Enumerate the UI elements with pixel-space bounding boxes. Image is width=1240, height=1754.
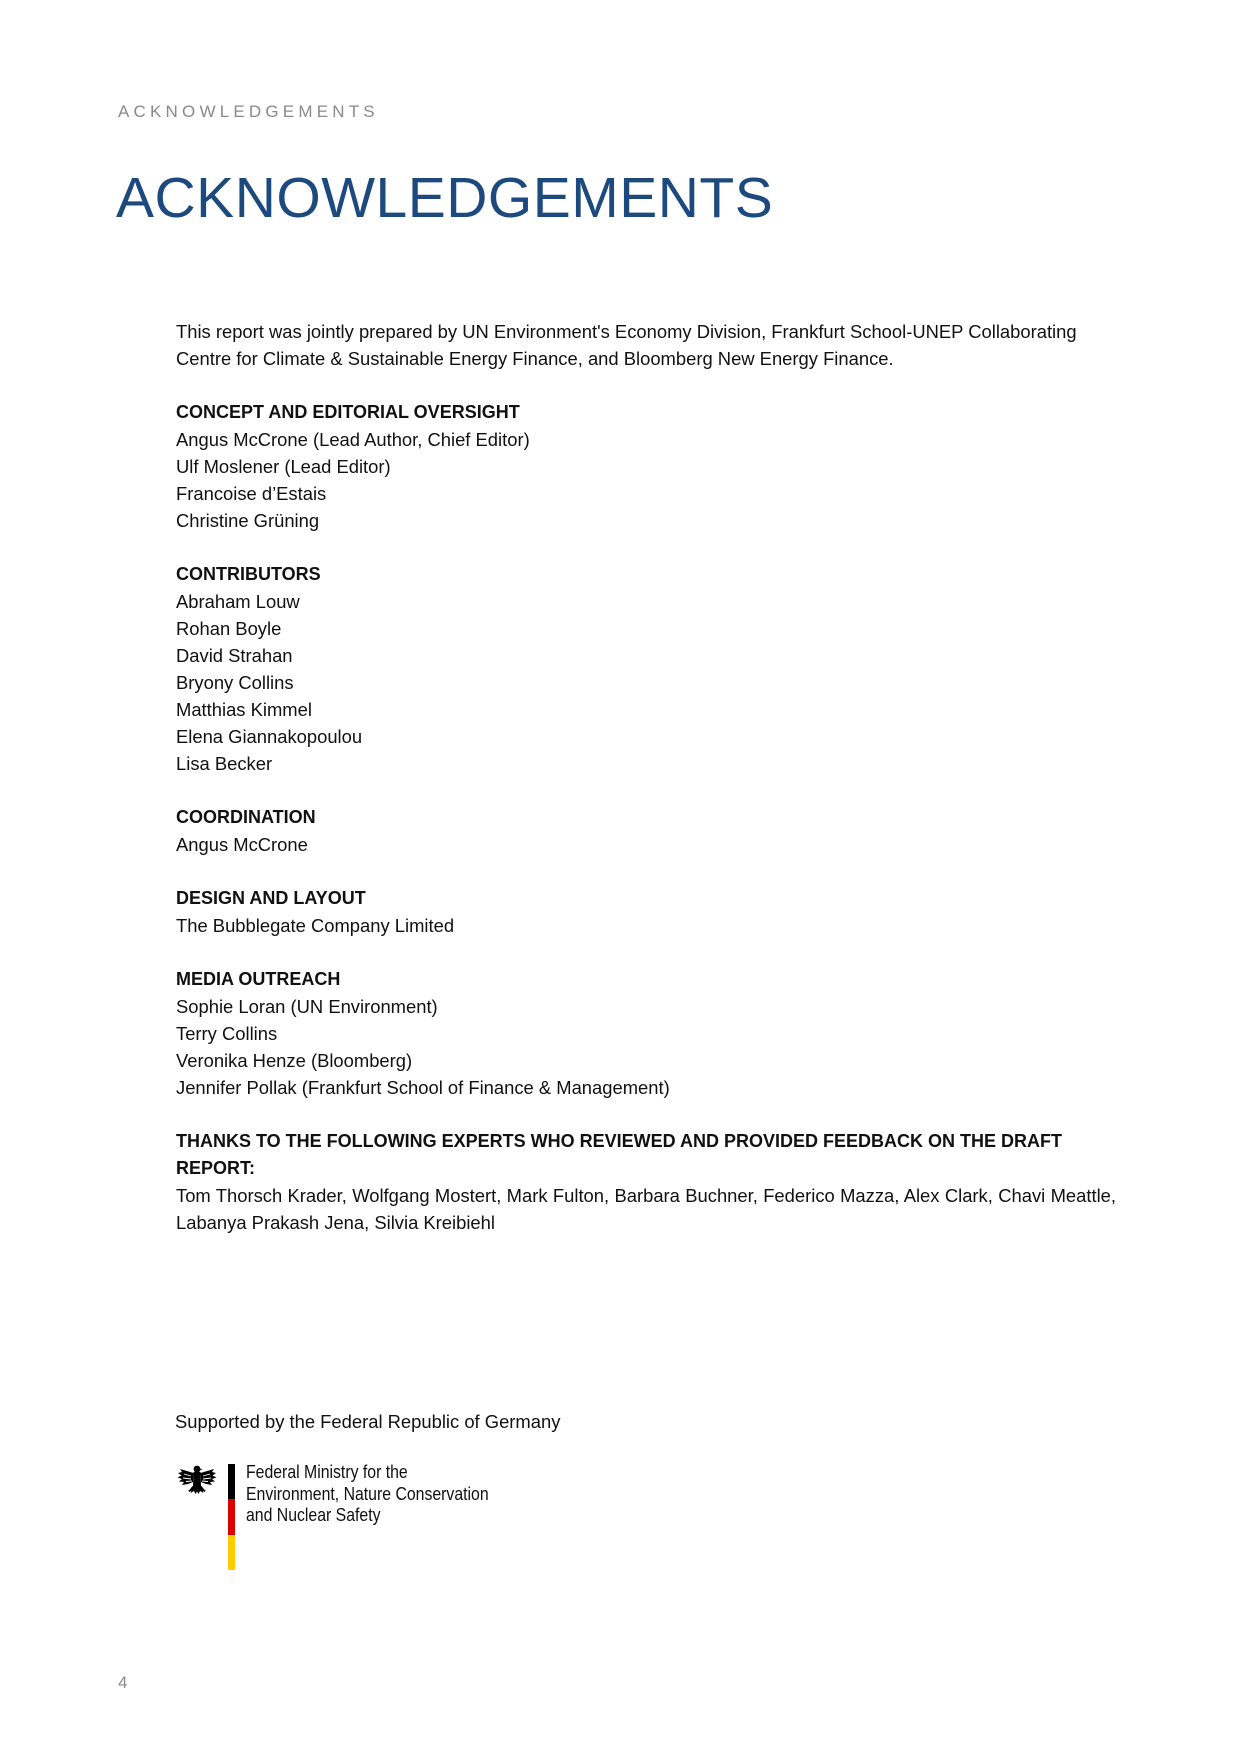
section-concept xyxy=(176,399,1116,534)
list-item: Abraham Louw xyxy=(176,591,300,612)
list-item: Matthias Kimmel xyxy=(176,699,312,720)
list-item: Sophie Loran (UN Environment) xyxy=(176,996,438,1017)
list-item: Elena Giannakopoulou xyxy=(176,726,363,747)
list-item: The Bubblegate Company Limited xyxy=(176,915,455,936)
running-header: ACKNOWLEDGEMENTS xyxy=(118,102,379,121)
list-item: Lisa Becker xyxy=(176,753,273,774)
section-coordination xyxy=(176,804,1116,858)
ministry-name-line: Federal Ministry for the xyxy=(246,1461,408,1482)
section-experts xyxy=(176,1128,1116,1236)
federal-eagle-icon xyxy=(176,1462,218,1504)
list-item: Ulf Moslener (Lead Editor) xyxy=(176,456,391,477)
name-list xyxy=(176,426,1116,534)
name-list xyxy=(176,831,1116,858)
list-item: Terry Collins xyxy=(176,1023,278,1044)
section-media xyxy=(176,966,1116,1101)
ministry-name-line: and Nuclear Safety xyxy=(246,1504,381,1525)
section-heading: MEDIA OUTREACH xyxy=(176,969,341,989)
section-design xyxy=(176,885,1116,939)
acknowledgements-content xyxy=(176,318,1116,1263)
list-item: Jennifer Pollak (Frankfurt School of Finance & Management) xyxy=(176,1077,670,1098)
list-item: Bryony Collins xyxy=(176,672,294,693)
list-item: Francoise d’Estais xyxy=(176,483,327,504)
section-heading: DESIGN AND LAYOUT xyxy=(176,888,366,908)
list-item: Rohan Boyle xyxy=(176,618,282,639)
name-list xyxy=(176,588,1116,777)
section-heading: COORDINATION xyxy=(176,807,316,827)
german-flag-bar xyxy=(228,1464,235,1570)
page-title: ACKNOWLEDGEMENTS xyxy=(116,166,774,230)
list-item: Angus McCrone xyxy=(176,834,308,855)
ministry-name-line: Environment, Nature Conservation xyxy=(246,1482,489,1504)
section-contributors xyxy=(176,561,1116,777)
section-heading: CONTRIBUTORS xyxy=(176,564,321,584)
ministry-name xyxy=(246,1461,489,1526)
ministry-logo xyxy=(176,1462,536,1572)
supported-by-text: Supported by the Federal Republic of Germany xyxy=(175,1411,561,1432)
flag-stripe-black xyxy=(228,1464,235,1499)
list-item: Christine Grüning xyxy=(176,510,320,531)
experts-list: Tom Thorsch Krader, Wolfgang Mostert, Mark Fulton, Barbara Buchner, Federico Mazza, Alex Clark, Chavi Meattle, Labanya Prakash Jena, Silvia Kreibiehl xyxy=(176,1185,1116,1233)
name-list xyxy=(176,912,1116,939)
section-heading: THANKS TO THE FOLLOWING EXPERTS WHO REVIEWED AND PROVIDED FEEDBACK ON THE DRAFT REPORT: xyxy=(176,1131,1063,1178)
list-item: David Strahan xyxy=(176,645,293,666)
page-number: 4 xyxy=(118,1673,128,1692)
name-list xyxy=(176,993,1116,1101)
intro-paragraph: This report was jointly prepared by UN Environment's Economy Division, Frankfurt School-UNEP Collaborating Centre for Climate & Sustainable Energy Finance, and Bloomberg New Energy Finance. xyxy=(176,321,1077,369)
flag-stripe-red xyxy=(228,1499,235,1534)
flag-stripe-gold xyxy=(228,1535,235,1570)
list-item: Veronika Henze (Bloomberg) xyxy=(176,1050,413,1071)
list-item: Angus McCrone (Lead Author, Chief Editor) xyxy=(176,429,530,450)
section-heading: CONCEPT AND EDITORIAL OVERSIGHT xyxy=(176,402,520,422)
